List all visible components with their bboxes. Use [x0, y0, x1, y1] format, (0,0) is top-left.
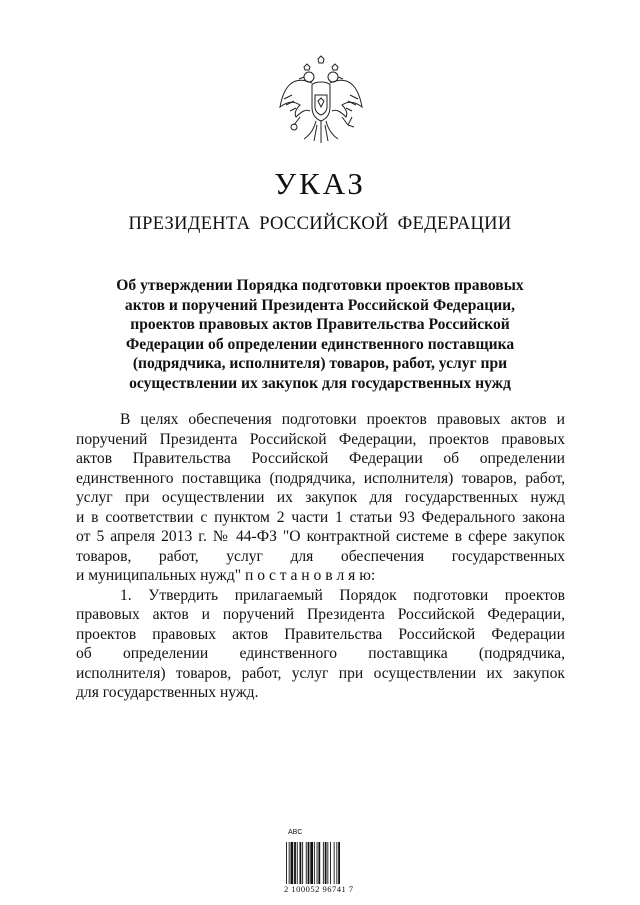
body-line: услуг при осуществлении их закупок для государственных нужд	[76, 489, 565, 506]
heading-line: проектов правовых актов Правительства Российской	[130, 316, 510, 333]
barcode-logo: ABC	[288, 829, 303, 836]
body-line: исполнителя) товаров, работ, услуг при осуществлении их закупок	[76, 664, 565, 682]
body-line: проектов правовых актов Правительства Российской Федерации	[76, 625, 565, 643]
body-line: поручений Президента Российской Федерации, проектов правовых	[76, 430, 565, 448]
body-line: для государственных нужд.	[76, 684, 259, 701]
body-line: В целях обеспечения подготовки проектов правовых актов и	[120, 411, 565, 428]
barcode-number: 2 100052 96741 7	[284, 884, 354, 894]
issuer-title: ПРЕЗИДЕНТА РОССИЙСКОЙ ФЕДЕРАЦИИ	[128, 214, 512, 234]
russian-coat-of-arms-icon	[274, 55, 368, 149]
heading-line: (подрядчика, исполнителя) товаров, работ, услуг при	[132, 355, 508, 372]
heading-line: Об утверждении Порядка подготовки проектов правовых	[116, 277, 524, 294]
body-line: об определении единственного поставщика (подрядчика,	[76, 645, 565, 662]
heading-line: осуществлении их закупок для государственных нужд	[129, 374, 511, 392]
document-type-title: УКАЗ	[274, 166, 366, 201]
body-line: и в соответствии с пунктом 2 части 1 статьи 93 Федерального закона	[76, 508, 565, 526]
body-line: 1. Утвердить прилагаемый Порядок подготовки проектов	[120, 586, 565, 604]
body-line: актов Правительства Российской Федерации об определении	[76, 450, 565, 467]
body-line: от 5 апреля 2013 г. № 44-ФЗ "О контрактной системе в сфере закупок	[76, 528, 565, 545]
barcode-icon	[286, 842, 362, 884]
body-line: и муниципальных нужд" п о с т а н о в л я ю:	[76, 567, 376, 584]
heading-line: актов и поручений Президента Российской Федерации,	[124, 296, 516, 314]
decree-body	[76, 410, 565, 703]
body-line: правовых актов и поручений Президента Российской Федерации,	[76, 606, 565, 623]
decree-heading	[100, 276, 540, 393]
body-line: единственного поставщика (подрядчика, исполнителя) товаров, работ,	[76, 469, 565, 487]
coat-of-arms-emblem	[274, 55, 368, 149]
body-line: товаров, работ, услуг для обеспечения государственных	[76, 547, 565, 565]
heading-line: Федерации об определении единственного поставщика	[125, 335, 515, 353]
document-barcode	[284, 829, 362, 899]
